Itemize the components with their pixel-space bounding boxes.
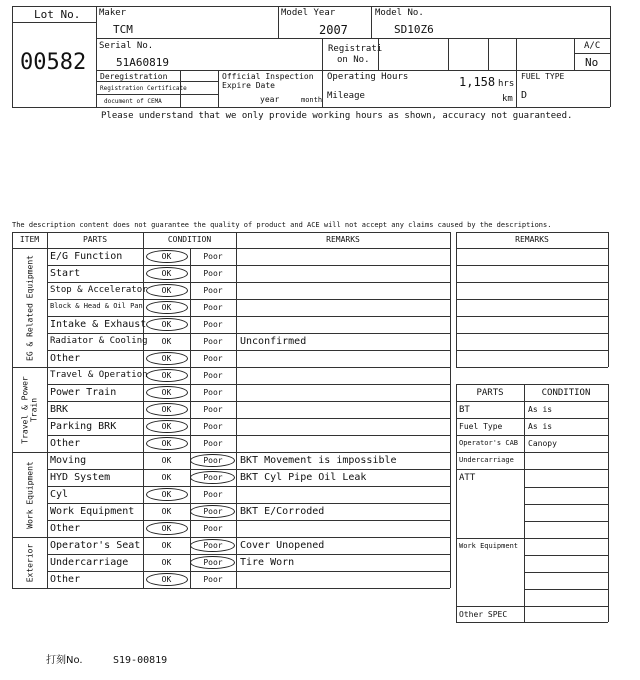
ok-selected-circle xyxy=(146,420,188,433)
spec-part-label: ATT xyxy=(459,473,476,483)
km-unit: km xyxy=(502,94,513,104)
ok-option: OK xyxy=(161,388,172,397)
ok-option: OK xyxy=(161,473,172,482)
group-label xyxy=(19,452,39,537)
poor-option: Poor xyxy=(203,405,223,414)
mileage-label: Mileage xyxy=(327,91,365,101)
ac-label: A/C xyxy=(584,41,601,51)
part-label: E/G Function xyxy=(50,251,123,262)
remark-text: Tire Worn xyxy=(240,557,295,568)
ok-option: OK xyxy=(161,422,172,431)
spec-condition-value: Canopy xyxy=(528,439,557,448)
part-label: Other xyxy=(50,353,81,364)
serial-label: Serial No. xyxy=(99,41,154,51)
spec-parts-header: PARTS xyxy=(476,388,504,398)
part-label: Start xyxy=(50,268,81,279)
ok-option: OK xyxy=(161,303,172,312)
registration-certificate-label: Registration Certificate xyxy=(100,85,187,92)
poor-option: Poor xyxy=(203,524,223,533)
poor-selected-circle xyxy=(190,505,235,518)
part-label: Radiator & Cooling xyxy=(50,336,148,346)
poor-option: Poor xyxy=(203,371,223,380)
poor-option: Poor xyxy=(203,252,223,261)
ok-option: OK xyxy=(161,371,172,380)
ok-option: OK xyxy=(161,354,172,363)
ok-option: OK xyxy=(161,405,172,414)
ok-selected-circle xyxy=(146,403,188,416)
part-label: Power Train xyxy=(50,387,117,398)
operating-hours-value: 1,158 xyxy=(459,75,496,89)
ok-option: OK xyxy=(161,558,172,567)
ok-selected-circle xyxy=(146,267,188,280)
ok-selected-circle xyxy=(146,284,188,297)
spec-condition-header: CONDITION xyxy=(541,388,591,398)
poor-option: Poor xyxy=(203,541,223,550)
poor-option: Poor xyxy=(203,337,223,346)
ok-selected-circle xyxy=(146,352,188,365)
group-label-line-2: Train xyxy=(29,397,38,422)
stamp-number-value: S19-00819 xyxy=(113,655,168,666)
accuracy-note: Please understand that we only provide working hours as shown, accuracy not guaranteed. xyxy=(101,111,573,121)
year-label: year xyxy=(260,95,280,104)
part-label: HYD System xyxy=(50,472,111,483)
spec-condition-value: As is xyxy=(528,422,553,431)
ok-option: OK xyxy=(161,541,172,550)
group-label-line-1: Work Equipment xyxy=(24,460,34,529)
cema-label: document of CEMA xyxy=(104,98,162,105)
part-label: Block & Head & Oil Pan xyxy=(50,302,143,310)
hrs-unit: hrs xyxy=(498,79,515,89)
ok-selected-circle xyxy=(146,301,188,314)
part-label: Other xyxy=(50,574,81,585)
part-label: Intake & Exhaust xyxy=(50,319,147,330)
group-label xyxy=(19,248,39,367)
poor-selected-circle xyxy=(190,454,235,467)
poor-option: Poor xyxy=(203,490,223,499)
inspection-label-2: Expire Date xyxy=(222,81,275,90)
poor-option: Poor xyxy=(203,286,223,295)
ok-selected-circle xyxy=(146,318,188,331)
ok-selected-circle xyxy=(146,573,188,586)
registration-label-2: on No. xyxy=(337,55,370,65)
spec-part-label: Operator's CAB xyxy=(459,439,519,447)
poor-option: Poor xyxy=(203,269,223,278)
remark-text: BKT Cyl Pipe Oil Leak xyxy=(240,472,367,483)
inspection-label-1: Official Inspection xyxy=(222,72,314,81)
ok-option: OK xyxy=(161,507,172,516)
poor-selected-circle xyxy=(190,539,235,552)
poor-option: Poor xyxy=(203,558,223,567)
ok-option: OK xyxy=(161,337,172,346)
ok-selected-circle xyxy=(146,488,188,501)
poor-option: Poor xyxy=(203,422,223,431)
part-label: Work Equipment xyxy=(50,506,135,517)
lot-label: Lot No. xyxy=(34,8,81,21)
stamp-number-label: 打刻No. xyxy=(46,655,83,666)
model-no-value: SD10Z6 xyxy=(394,23,434,36)
serial-value: 51A60819 xyxy=(116,56,169,69)
operating-hours-label: Operating Hours xyxy=(327,72,409,82)
ok-selected-circle xyxy=(146,522,188,535)
right-remarks-header: REMARKS xyxy=(515,235,549,244)
model-year-label: Model Year xyxy=(281,8,336,18)
spec-condition-value: As is xyxy=(528,405,553,414)
month-label: month xyxy=(301,96,323,104)
ok-selected-circle xyxy=(146,386,188,399)
group-label-line-1: EG & Related Equipment xyxy=(24,254,34,361)
deregistration-label: Deregistration xyxy=(100,72,168,81)
poor-option: Poor xyxy=(203,575,223,584)
poor-option: Poor xyxy=(203,354,223,363)
ok-option: OK xyxy=(161,524,172,533)
ok-option: OK xyxy=(161,490,172,499)
poor-option: Poor xyxy=(203,320,223,329)
spec-part-label: Other SPEC xyxy=(459,610,508,619)
remark-text: BKT Movement is impossible xyxy=(240,455,397,466)
part-label: Stop & Accelerator xyxy=(50,285,148,295)
poor-option: Poor xyxy=(203,456,223,465)
poor-option: Poor xyxy=(203,473,223,482)
poor-option: Poor xyxy=(203,507,223,516)
ac-value: No xyxy=(585,56,599,69)
fuel-type-value: D xyxy=(521,90,528,101)
part-label: Travel & Operation xyxy=(50,370,148,380)
model-year-value: 2007 xyxy=(319,23,348,37)
poor-option: Poor xyxy=(203,303,223,312)
part-label: Other xyxy=(50,523,81,534)
remark-text: BKT E/Corroded xyxy=(240,506,325,517)
ok-option: OK xyxy=(161,456,172,465)
spec-part-label: Undercarriage xyxy=(459,456,514,464)
lot-number: 00582 xyxy=(20,50,87,75)
disclaimer: The description content does not guarantee the quality of product and ACE will not accept any claims caused by the descriptions. xyxy=(12,221,552,229)
col-condition-header: CONDITION xyxy=(167,235,212,244)
col-remarks-header: REMARKS xyxy=(326,235,360,244)
part-label: Parking BRK xyxy=(50,421,117,432)
poor-selected-circle xyxy=(190,471,235,484)
ok-option: OK xyxy=(161,286,172,295)
ok-option: OK xyxy=(161,269,172,278)
spec-part-label: Fuel Type xyxy=(459,422,503,431)
poor-selected-circle xyxy=(190,556,235,569)
ok-selected-circle xyxy=(146,250,188,263)
spec-part-label: Work Equipment xyxy=(459,542,519,550)
maker-label: Maker xyxy=(99,8,127,18)
poor-option: Poor xyxy=(203,388,223,397)
ok-option: OK xyxy=(161,439,172,448)
group-label-line-1: Travel & Power xyxy=(20,375,29,444)
group-label-line-1: Exterior xyxy=(24,543,34,582)
part-label: Other xyxy=(50,438,81,449)
col-item-header: ITEM xyxy=(19,235,40,244)
group-label xyxy=(19,367,39,452)
remark-text: Unconfirmed xyxy=(240,336,307,347)
model-no-label: Model No. xyxy=(375,8,424,18)
spec-part-label: BT xyxy=(459,405,470,415)
part-label: BRK xyxy=(50,404,69,415)
part-label: Cyl xyxy=(50,489,69,500)
fuel-type-label: FUEL TYPE xyxy=(521,72,565,81)
ok-option: OK xyxy=(161,575,172,584)
ok-selected-circle xyxy=(146,369,188,382)
maker-value: TCM xyxy=(113,23,133,36)
part-label: Undercarriage xyxy=(50,557,129,568)
poor-option: Poor xyxy=(203,439,223,448)
registration-label-1: Registrati xyxy=(328,44,383,54)
part-label: Moving xyxy=(50,455,87,466)
group-label xyxy=(19,537,39,588)
ok-selected-circle xyxy=(146,437,188,450)
ok-option: OK xyxy=(161,252,172,261)
part-label: Operator's Seat xyxy=(50,540,141,551)
ok-option: OK xyxy=(161,320,172,329)
col-parts-header: PARTS xyxy=(82,235,108,244)
remark-text: Cover Unopened xyxy=(240,540,325,551)
